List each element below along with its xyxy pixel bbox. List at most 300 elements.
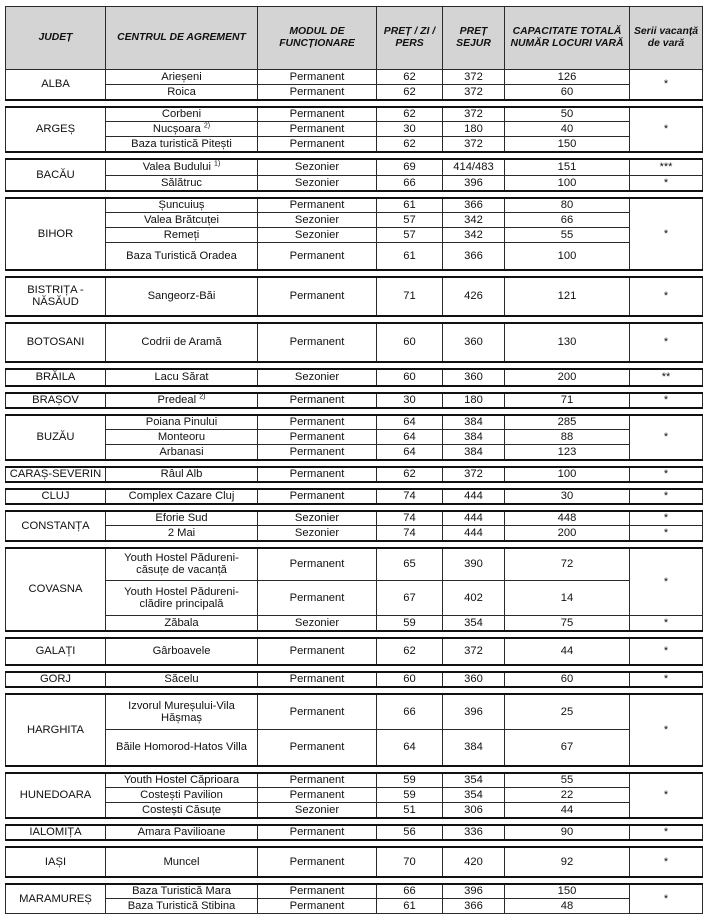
price-day-cell: 61 bbox=[377, 899, 443, 914]
table-row bbox=[6, 511, 703, 526]
series-cell: * bbox=[630, 773, 703, 818]
price-day-cell: 60 bbox=[377, 672, 443, 687]
center-cell bbox=[106, 638, 258, 665]
price-day-cell: 57 bbox=[377, 213, 443, 228]
series-cell: * bbox=[630, 526, 703, 541]
series-cell: * bbox=[630, 616, 703, 631]
group-separator bbox=[6, 818, 703, 825]
group-separator-cell bbox=[6, 541, 703, 548]
center-name: Eforie Sud bbox=[155, 512, 208, 525]
table-row bbox=[6, 85, 703, 100]
mode-cell: Permanent bbox=[258, 323, 377, 362]
table-row bbox=[6, 548, 703, 581]
capacity-cell: 44 bbox=[505, 803, 630, 818]
header-mode: MODUL DE FUNCȚIONARE bbox=[258, 7, 377, 70]
capacity-cell: 448 bbox=[505, 511, 630, 526]
mode-cell: Permanent bbox=[258, 788, 377, 803]
price-stay-cell: 366 bbox=[443, 243, 505, 270]
price-stay-cell: 372 bbox=[443, 85, 505, 100]
center-name: Remeți bbox=[163, 229, 200, 241]
group-separator-cell bbox=[6, 152, 703, 159]
county-cell: BIHOR bbox=[6, 198, 106, 270]
series-cell: * bbox=[630, 70, 703, 100]
group-separator-cell bbox=[6, 408, 703, 415]
table-row bbox=[6, 213, 703, 228]
group-separator-cell bbox=[6, 386, 703, 393]
table-row bbox=[6, 70, 703, 85]
price-stay-cell: 384 bbox=[443, 730, 505, 766]
mode-cell: Permanent bbox=[258, 581, 377, 616]
table-row bbox=[6, 415, 703, 430]
series-cell: ** bbox=[630, 369, 703, 386]
price-day-cell: 30 bbox=[377, 393, 443, 408]
table-row bbox=[6, 176, 703, 191]
mode-cell: Sezonier bbox=[258, 176, 377, 191]
center-name: Valea Budului bbox=[142, 161, 211, 174]
price-stay-cell: 180 bbox=[443, 393, 505, 408]
price-day-cell: 61 bbox=[377, 198, 443, 213]
price-stay-cell: 366 bbox=[443, 198, 505, 213]
mode-cell: Permanent bbox=[258, 773, 377, 788]
price-stay-cell: 420 bbox=[443, 847, 505, 877]
center-cell bbox=[106, 228, 258, 243]
center-name: Amara Pavilioane bbox=[137, 826, 226, 838]
group-separator bbox=[6, 687, 703, 694]
group-separator bbox=[6, 631, 703, 638]
table-row bbox=[6, 323, 703, 362]
center-cell bbox=[106, 773, 258, 788]
price-day-cell: 64 bbox=[377, 430, 443, 445]
mode-cell: Permanent bbox=[258, 467, 377, 482]
price-stay-cell: 342 bbox=[443, 228, 505, 243]
capacity-cell: 55 bbox=[505, 228, 630, 243]
group-separator-cell bbox=[6, 100, 703, 107]
center-cell bbox=[106, 788, 258, 803]
table-row bbox=[6, 369, 703, 386]
price-day-cell: 59 bbox=[377, 616, 443, 631]
series-cell: * bbox=[630, 638, 703, 665]
price-day-cell: 62 bbox=[377, 70, 443, 85]
price-stay-cell: 402 bbox=[443, 581, 505, 616]
center-name: Arbanasi bbox=[159, 445, 204, 458]
center-name: Valea Brătcuței bbox=[143, 214, 220, 226]
county-cell: CLUJ bbox=[6, 489, 106, 504]
price-day-cell: 70 bbox=[377, 847, 443, 877]
capacity-cell: 121 bbox=[505, 277, 630, 316]
mode-cell: Sezonier bbox=[258, 526, 377, 541]
camp-price-table bbox=[5, 6, 703, 914]
county-cell: CARAȘ-SEVERIN bbox=[6, 467, 106, 482]
group-separator-cell bbox=[6, 191, 703, 198]
table-row bbox=[6, 228, 703, 243]
table-row bbox=[6, 122, 703, 137]
table-row bbox=[6, 730, 703, 766]
group-separator bbox=[6, 316, 703, 323]
group-separator-cell bbox=[6, 766, 703, 773]
table-row bbox=[6, 788, 703, 803]
price-day-cell: 59 bbox=[377, 788, 443, 803]
center-name: Baza Turistică Stibina bbox=[127, 900, 236, 912]
mode-cell: Sezonier bbox=[258, 511, 377, 526]
center-name: Muncel bbox=[163, 855, 200, 868]
center-name: Băile Homorod-Hatos Villa bbox=[116, 741, 247, 754]
center-cell bbox=[106, 526, 258, 541]
series-cell: * bbox=[630, 511, 703, 526]
table-row bbox=[6, 884, 703, 899]
capacity-cell: 126 bbox=[505, 70, 630, 85]
capacity-cell: 130 bbox=[505, 323, 630, 362]
capacity-cell: 80 bbox=[505, 198, 630, 213]
mode-cell: Permanent bbox=[258, 847, 377, 877]
table-row bbox=[6, 526, 703, 541]
capacity-cell: 150 bbox=[505, 884, 630, 899]
group-separator bbox=[6, 191, 703, 198]
series-cell: * bbox=[630, 694, 703, 766]
center-name: Săcelu bbox=[164, 673, 199, 685]
county-cell: BACĂU bbox=[6, 159, 106, 191]
mode-cell: Permanent bbox=[258, 445, 377, 460]
center-name: Lacu Sărat bbox=[154, 371, 209, 383]
center-name: Arieșeni bbox=[161, 71, 202, 83]
center-name: Roica bbox=[167, 85, 196, 98]
series-cell: * bbox=[630, 825, 703, 840]
center-name: Sangeorz-Băi bbox=[147, 290, 216, 302]
mode-cell: Permanent bbox=[258, 85, 377, 100]
group-separator-cell bbox=[6, 362, 703, 369]
center-name: Youth Hostel Căprioara bbox=[123, 774, 240, 787]
table-row bbox=[6, 672, 703, 687]
group-separator-cell bbox=[6, 631, 703, 638]
center-cell bbox=[106, 672, 258, 687]
center-cell bbox=[106, 137, 258, 152]
table-body bbox=[6, 70, 703, 914]
county-cell: HUNEDOARA bbox=[6, 773, 106, 818]
center-cell bbox=[106, 198, 258, 213]
center-name: Baza turistică Pitești bbox=[131, 137, 232, 150]
table-row bbox=[6, 445, 703, 460]
center-name: Costești Pavilion bbox=[140, 789, 223, 801]
capacity-cell: 72 bbox=[505, 548, 630, 581]
capacity-cell: 66 bbox=[505, 213, 630, 228]
price-stay-cell: 414/483 bbox=[443, 159, 505, 176]
county-cell: IAȘI bbox=[6, 847, 106, 877]
center-name: 2 Mai bbox=[167, 526, 196, 539]
group-separator-cell bbox=[6, 665, 703, 672]
capacity-cell: 60 bbox=[505, 672, 630, 687]
table-row bbox=[6, 638, 703, 665]
header-center: CENTRUL DE AGREMENT bbox=[106, 7, 258, 70]
series-cell: * bbox=[630, 323, 703, 362]
group-separator-cell bbox=[6, 818, 703, 825]
center-cell bbox=[106, 847, 258, 877]
capacity-cell: 200 bbox=[505, 369, 630, 386]
price-stay-cell: 384 bbox=[443, 430, 505, 445]
price-stay-cell: 444 bbox=[443, 511, 505, 526]
table-row bbox=[6, 467, 703, 482]
center-name: Baza Turistică Mara bbox=[132, 885, 231, 898]
series-cell: * bbox=[630, 198, 703, 270]
series-cell: * bbox=[630, 548, 703, 616]
price-stay-cell: 342 bbox=[443, 213, 505, 228]
price-stay-cell: 354 bbox=[443, 788, 505, 803]
center-name: Corbeni bbox=[161, 108, 202, 121]
county-cell: BOTOSANI bbox=[6, 323, 106, 362]
capacity-cell: 75 bbox=[505, 616, 630, 631]
series-cell: * bbox=[630, 176, 703, 191]
capacity-cell: 67 bbox=[505, 730, 630, 766]
center-cell bbox=[106, 176, 258, 191]
series-cell: * bbox=[630, 672, 703, 687]
center-name: Poiana Pinului bbox=[145, 416, 218, 429]
price-day-cell: 74 bbox=[377, 526, 443, 541]
county-cell: MARAMUREȘ bbox=[6, 884, 106, 914]
price-stay-cell: 384 bbox=[443, 445, 505, 460]
group-separator bbox=[6, 541, 703, 548]
center-name: Sălătruc bbox=[160, 176, 203, 189]
table-row bbox=[6, 430, 703, 445]
series-cell: * bbox=[630, 884, 703, 914]
header-price-day: PREȚ / ZI / PERS bbox=[377, 7, 443, 70]
header-row bbox=[6, 7, 703, 70]
mode-cell: Permanent bbox=[258, 70, 377, 85]
mode-cell: Permanent bbox=[258, 243, 377, 270]
price-day-cell: 67 bbox=[377, 581, 443, 616]
capacity-cell: 150 bbox=[505, 137, 630, 152]
center-cell bbox=[106, 415, 258, 430]
mode-cell: Permanent bbox=[258, 884, 377, 899]
price-day-cell: 61 bbox=[377, 243, 443, 270]
group-separator-cell bbox=[6, 460, 703, 467]
center-cell bbox=[106, 430, 258, 445]
group-separator bbox=[6, 408, 703, 415]
center-name: Codrii de Aramă bbox=[141, 336, 222, 348]
price-day-cell: 30 bbox=[377, 122, 443, 137]
capacity-cell: 123 bbox=[505, 445, 630, 460]
capacity-cell: 60 bbox=[505, 85, 630, 100]
group-separator bbox=[6, 152, 703, 159]
header-county: JUDEȚ bbox=[6, 7, 106, 70]
header-price-stay: PREȚ SEJUR bbox=[443, 7, 505, 70]
county-cell: IALOMIȚA bbox=[6, 825, 106, 840]
county-cell: BRĂILA bbox=[6, 369, 106, 386]
price-stay-cell: 336 bbox=[443, 825, 505, 840]
price-day-cell: 62 bbox=[377, 107, 443, 122]
price-day-cell: 66 bbox=[377, 176, 443, 191]
center-cell bbox=[106, 548, 258, 581]
header-capacity: CAPACITATE TOTALĂ NUMĂR LOCURI VARĂ bbox=[505, 7, 630, 70]
capacity-cell: 30 bbox=[505, 489, 630, 504]
capacity-cell: 100 bbox=[505, 176, 630, 191]
group-separator bbox=[6, 840, 703, 847]
center-name: Complex Cazare Cluj bbox=[128, 490, 235, 502]
capacity-cell: 88 bbox=[505, 430, 630, 445]
group-separator bbox=[6, 482, 703, 489]
mode-cell: Permanent bbox=[258, 198, 377, 213]
capacity-cell: 40 bbox=[505, 122, 630, 137]
capacity-cell: 90 bbox=[505, 825, 630, 840]
price-stay-cell: 306 bbox=[443, 803, 505, 818]
mode-cell: Sezonier bbox=[258, 213, 377, 228]
price-day-cell: 60 bbox=[377, 323, 443, 362]
price-stay-cell: 390 bbox=[443, 548, 505, 581]
group-separator bbox=[6, 766, 703, 773]
center-name: Șuncuiuș bbox=[158, 199, 205, 212]
center-cell bbox=[106, 511, 258, 526]
mode-cell: Permanent bbox=[258, 825, 377, 840]
price-stay-cell: 372 bbox=[443, 70, 505, 85]
county-cell: BRAȘOV bbox=[6, 393, 106, 408]
group-separator-cell bbox=[6, 687, 703, 694]
center-name: Baza Turistică Oradea bbox=[126, 249, 237, 262]
center-cell bbox=[106, 694, 258, 730]
group-separator-cell bbox=[6, 840, 703, 847]
center-cell bbox=[106, 899, 258, 914]
price-stay-cell: 372 bbox=[443, 638, 505, 665]
capacity-cell: 14 bbox=[505, 581, 630, 616]
center-name: Youth Hostel Pădureni-căsuțe de vacanță bbox=[124, 552, 239, 577]
table-row bbox=[6, 277, 703, 316]
series-cell: * bbox=[630, 415, 703, 460]
mode-cell: Sezonier bbox=[258, 803, 377, 818]
price-day-cell: 60 bbox=[377, 369, 443, 386]
capacity-cell: 55 bbox=[505, 773, 630, 788]
center-cell bbox=[106, 213, 258, 228]
mode-cell: Permanent bbox=[258, 277, 377, 316]
mode-cell: Permanent bbox=[258, 393, 377, 408]
capacity-cell: 48 bbox=[505, 899, 630, 914]
group-separator bbox=[6, 362, 703, 369]
county-cell: GORJ bbox=[6, 672, 106, 687]
center-cell bbox=[106, 122, 258, 137]
group-separator bbox=[6, 100, 703, 107]
series-cell: *** bbox=[630, 159, 703, 176]
price-stay-cell: 354 bbox=[443, 616, 505, 631]
price-stay-cell: 372 bbox=[443, 467, 505, 482]
group-separator-cell bbox=[6, 316, 703, 323]
series-cell: * bbox=[630, 489, 703, 504]
county-cell: ARGEȘ bbox=[6, 107, 106, 152]
center-cell bbox=[106, 581, 258, 616]
price-day-cell: 64 bbox=[377, 730, 443, 766]
price-stay-cell: 396 bbox=[443, 884, 505, 899]
price-stay-cell: 360 bbox=[443, 323, 505, 362]
county-cell: COVASNA bbox=[6, 548, 106, 631]
price-stay-cell: 426 bbox=[443, 277, 505, 316]
capacity-cell: 50 bbox=[505, 107, 630, 122]
price-day-cell: 62 bbox=[377, 467, 443, 482]
mode-cell: Permanent bbox=[258, 548, 377, 581]
mode-cell: Permanent bbox=[258, 730, 377, 766]
center-cell bbox=[106, 159, 258, 176]
table-row bbox=[6, 847, 703, 877]
center-cell bbox=[106, 70, 258, 85]
footnote-mark: 2) bbox=[199, 393, 206, 401]
price-day-cell: 69 bbox=[377, 159, 443, 176]
price-day-cell: 66 bbox=[377, 694, 443, 730]
price-day-cell: 59 bbox=[377, 773, 443, 788]
county-cell: BUZĂU bbox=[6, 415, 106, 460]
center-name: Youth Hostel Pădureni-clădire principală bbox=[124, 586, 239, 610]
capacity-cell: 25 bbox=[505, 694, 630, 730]
price-day-cell: 62 bbox=[377, 638, 443, 665]
price-stay-cell: 372 bbox=[443, 107, 505, 122]
price-day-cell: 62 bbox=[377, 137, 443, 152]
price-stay-cell: 372 bbox=[443, 137, 505, 152]
county-cell: GALAȚI bbox=[6, 638, 106, 665]
county-cell: CONSTANȚA bbox=[6, 511, 106, 541]
table-row bbox=[6, 393, 703, 408]
county-cell: BISTRIȚA - NĂSĂUD bbox=[6, 277, 106, 316]
price-stay-cell: 360 bbox=[443, 369, 505, 386]
mode-cell: Permanent bbox=[258, 694, 377, 730]
price-day-cell: 66 bbox=[377, 884, 443, 899]
center-cell bbox=[106, 445, 258, 460]
table-row bbox=[6, 773, 703, 788]
table-row bbox=[6, 489, 703, 504]
center-name: Nucșoara bbox=[152, 123, 201, 135]
capacity-cell: 100 bbox=[505, 243, 630, 270]
center-name: Zăbala bbox=[164, 616, 199, 629]
price-stay-cell: 180 bbox=[443, 122, 505, 137]
center-name: Monteoru bbox=[157, 431, 206, 443]
county-cell: ALBA bbox=[6, 70, 106, 100]
price-day-cell: 56 bbox=[377, 825, 443, 840]
capacity-cell: 100 bbox=[505, 467, 630, 482]
price-stay-cell: 396 bbox=[443, 694, 505, 730]
price-stay-cell: 396 bbox=[443, 176, 505, 191]
table-row bbox=[6, 581, 703, 616]
center-cell bbox=[106, 884, 258, 899]
center-name: Gârboavele bbox=[152, 645, 211, 657]
mode-cell: Sezonier bbox=[258, 159, 377, 176]
mode-cell: Permanent bbox=[258, 430, 377, 445]
center-cell bbox=[106, 825, 258, 840]
series-cell: * bbox=[630, 393, 703, 408]
center-cell bbox=[106, 489, 258, 504]
table-row bbox=[6, 803, 703, 818]
center-cell bbox=[106, 243, 258, 270]
mode-cell: Permanent bbox=[258, 122, 377, 137]
mode-cell: Permanent bbox=[258, 489, 377, 504]
center-cell bbox=[106, 803, 258, 818]
mode-cell: Sezonier bbox=[258, 616, 377, 631]
group-separator bbox=[6, 504, 703, 511]
capacity-cell: 92 bbox=[505, 847, 630, 877]
capacity-cell: 151 bbox=[505, 159, 630, 176]
mode-cell: Sezonier bbox=[258, 228, 377, 243]
center-name: Izvorul Mureșului-Vila Hășmaș bbox=[128, 699, 235, 724]
mode-cell: Permanent bbox=[258, 415, 377, 430]
price-day-cell: 74 bbox=[377, 511, 443, 526]
center-name: Râul Alb bbox=[160, 468, 203, 480]
table-row bbox=[6, 137, 703, 152]
price-stay-cell: 384 bbox=[443, 415, 505, 430]
price-day-cell: 71 bbox=[377, 277, 443, 316]
table-row bbox=[6, 198, 703, 213]
price-stay-cell: 444 bbox=[443, 526, 505, 541]
series-cell: * bbox=[630, 847, 703, 877]
center-cell bbox=[106, 730, 258, 766]
table-row bbox=[6, 616, 703, 631]
price-day-cell: 62 bbox=[377, 85, 443, 100]
price-stay-cell: 360 bbox=[443, 672, 505, 687]
price-day-cell: 65 bbox=[377, 548, 443, 581]
capacity-cell: 71 bbox=[505, 393, 630, 408]
price-day-cell: 57 bbox=[377, 228, 443, 243]
center-cell bbox=[106, 323, 258, 362]
table-row bbox=[6, 694, 703, 730]
mode-cell: Permanent bbox=[258, 137, 377, 152]
